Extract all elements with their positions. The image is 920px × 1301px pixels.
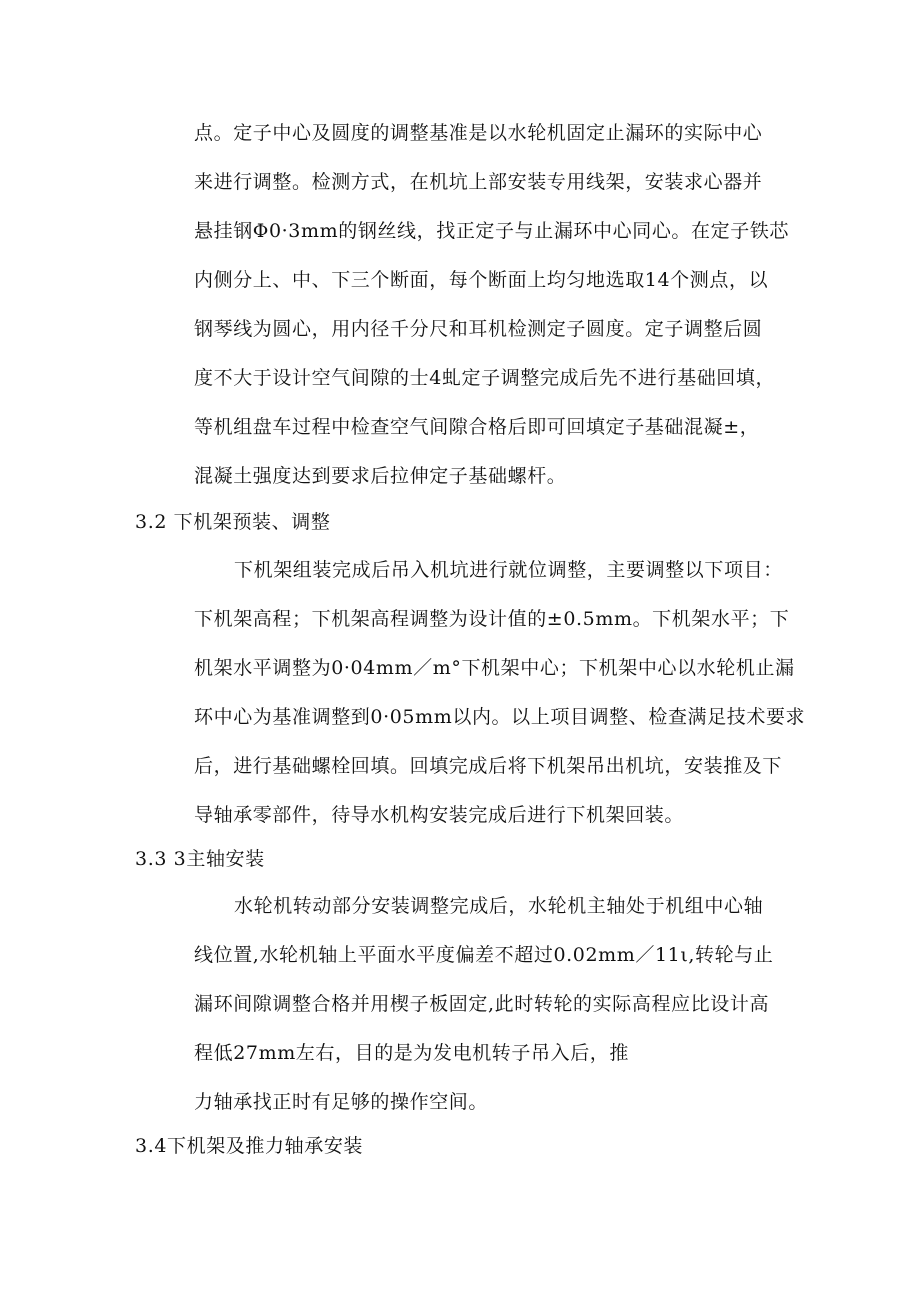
- text-line: 机架水平调整为0·04mm／m°下机架中心；下机架中心以水轮机止漏: [194, 657, 795, 679]
- section-heading: 3.2 下机架预装、调整: [135, 511, 331, 533]
- text-line: 力轴承找正时有足够的操作空间。: [194, 1091, 489, 1113]
- text-line: 等机组盘车过程中检查空气间隙合格后即可回填定子基础混凝±，: [194, 416, 760, 438]
- text-line: 度不大于设计空气间隙的士4虬定子调整完成后先不进行基础回填，: [194, 367, 776, 389]
- section-heading: 3.4下机架及推力轴承安装: [135, 1135, 364, 1157]
- text-line: 下机架组装完成后吊入机坑进行就位调整，主要调整以下项目：: [234, 559, 783, 581]
- text-line: 水轮机转动部分安装调整完成后，水轮机主轴处于机组中心轴: [234, 895, 764, 917]
- section-heading: 3.3 3主轴安装: [135, 848, 265, 870]
- text-line: 漏环间隙调整合格并用楔子板固定,此时转轮的实际高程应比设计高: [194, 993, 770, 1015]
- text-line: 来进行调整。检测方式，在机坑上部安装专用线架，安装求心器并: [194, 171, 763, 193]
- text-line: 悬挂钢Φ0·3mm的钢丝线，找正定子与止漏环中心同心。在定子铁芯: [194, 220, 790, 242]
- text-line: 导轴承零部件，待导水机构安装完成后进行下机架回装。: [194, 804, 685, 826]
- text-line: 混凝土强度达到要求后拉伸定子基础螺杆。: [194, 465, 567, 487]
- text-line: 钢琴线为圆心，用内径千分尺和耳机检测定子圆度。定子调整后圆: [194, 318, 763, 340]
- text-line: 点。定子中心及圆度的调整基准是以水轮机固定止漏环的实际中心: [194, 122, 763, 144]
- text-line: 下机架高程；下机架高程调整为设计值的±0.5mm。下机架水平；下: [194, 608, 790, 630]
- text-line: 环中心为基准调整到0·05mm以内。以上项目调整、检查满足技术要求: [194, 706, 806, 728]
- text-line: 后，进行基础螺栓回填。回填完成后将下机架吊出机坑，安装推及下: [194, 755, 783, 777]
- text-line: 程低27mm左右，目的是为发电机转子吊入后，推: [194, 1042, 630, 1064]
- text-line: 线位置,水轮机轴上平面水平度偏差不超过0.02mm／11ι,转轮与止: [194, 944, 774, 966]
- text-line: 内侧分上、中、下三个断面，每个断面上均匀地选取14个测点，以: [194, 269, 769, 291]
